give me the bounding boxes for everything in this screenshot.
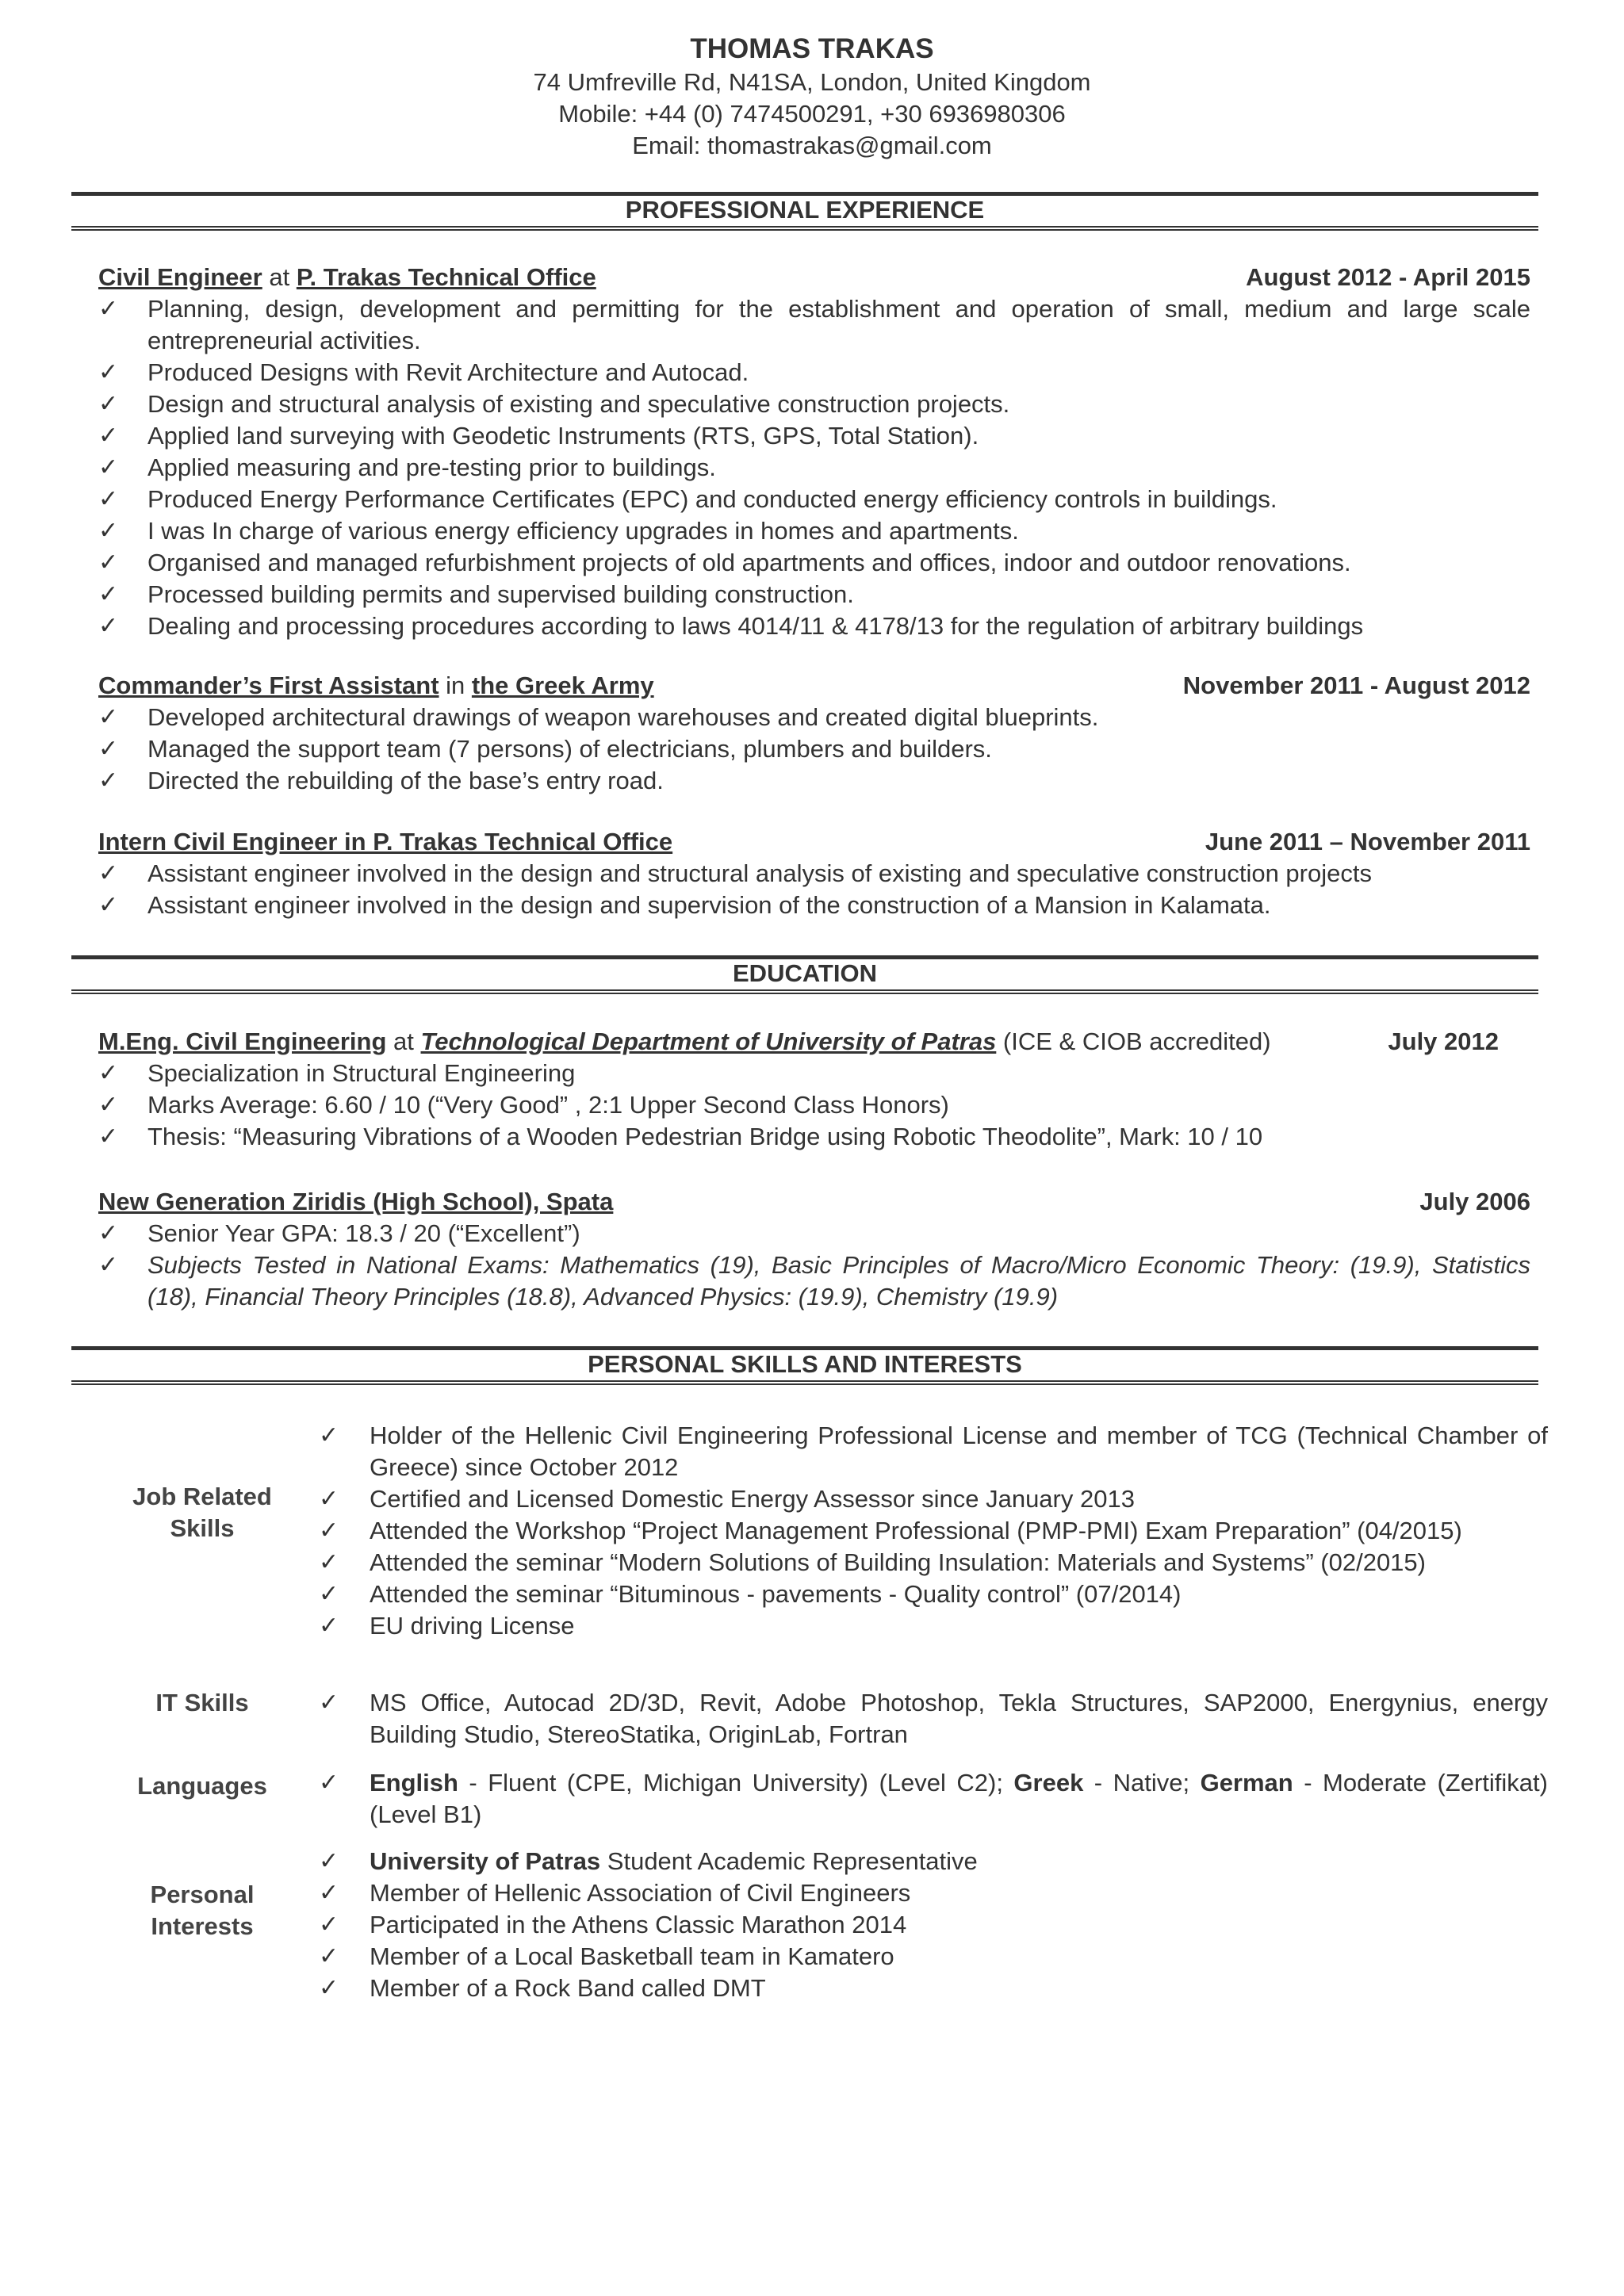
section-title: EDUCATION bbox=[733, 959, 877, 987]
entry-date: August 2012 - April 2015 bbox=[1246, 263, 1530, 291]
check-icon: ✓ bbox=[319, 1581, 339, 1607]
check-icon: ✓ bbox=[98, 296, 119, 322]
check-icon: ✓ bbox=[98, 613, 119, 639]
mobile: Mobile: +44 (0) 7474500291, +30 6936980306 bbox=[558, 100, 1066, 128]
list-item: ✓ Managed the support team (7 persons) of electricians, plumbers and builders. bbox=[98, 733, 1530, 765]
school: Technological Department of University of Patras bbox=[420, 1027, 997, 1055]
list-item: ✓ Applied land surveying with Geodetic Instruments (RTS, GPS, Total Station). bbox=[98, 420, 1530, 452]
check-icon: ✓ bbox=[319, 1975, 339, 2001]
list-item: ✓ Participated in the Athens Classic Marathon 2014 bbox=[319, 1909, 1548, 1941]
check-icon: ✓ bbox=[98, 391, 119, 417]
check-icon: ✓ bbox=[98, 518, 119, 544]
experience-entry bbox=[98, 262, 1530, 642]
list-item: ✓ Member of Hellenic Association of Civil Engineers bbox=[319, 1877, 1548, 1909]
check-icon: ✓ bbox=[98, 454, 119, 480]
bullet-list bbox=[98, 1058, 1530, 1153]
skill-label: IT Skills bbox=[155, 1689, 249, 1716]
check-icon: ✓ bbox=[319, 1549, 339, 1575]
section-header-skills bbox=[71, 1346, 1538, 1380]
check-icon: ✓ bbox=[319, 1422, 339, 1448]
bullet-list bbox=[98, 293, 1530, 642]
list-item: ✓ Design and structural analysis of existing and speculative construction projects. bbox=[98, 388, 1530, 420]
employer: P. Trakas Technical Office bbox=[296, 263, 596, 291]
entry-header bbox=[98, 1186, 1530, 1218]
bullet-list bbox=[319, 1687, 1548, 1751]
skill-label: Languages bbox=[137, 1772, 267, 1800]
skill-label: Job Related Skills bbox=[132, 1483, 272, 1542]
list-item: ✓ Thesis: “Measuring Vibrations of a Wooden Pedestrian Bridge using Robotic Theodolite”, Mark: 10 / 10 bbox=[98, 1121, 1530, 1153]
list-item: ✓ Processed building permits and supervised building construction. bbox=[98, 579, 1530, 610]
section-title: PERSONAL SKILLS AND INTERESTS bbox=[588, 1350, 1022, 1378]
check-icon: ✓ bbox=[98, 1060, 119, 1086]
entry-header: Civil Engineer at P. Trakas Technical Office August 2012 - April 2015 bbox=[98, 262, 1530, 293]
divider bbox=[71, 1380, 1538, 1385]
list-item: ✓ Produced Energy Performance Certificates (EPC) and conducted energy efficiency controls in buildings. bbox=[98, 484, 1530, 515]
bullet-list bbox=[319, 1767, 1548, 1831]
check-icon: ✓ bbox=[98, 581, 119, 607]
check-icon: ✓ bbox=[98, 359, 119, 385]
experience-entry bbox=[98, 670, 1530, 797]
check-icon: ✓ bbox=[98, 767, 119, 794]
check-icon: ✓ bbox=[319, 1848, 339, 1874]
degree: M.Eng. Civil Engineering bbox=[98, 1027, 387, 1055]
job-title: Intern Civil Engineer in P. Trakas Technical Office bbox=[98, 828, 673, 855]
check-icon: ✓ bbox=[98, 423, 119, 449]
check-icon: ✓ bbox=[319, 1689, 339, 1716]
education-entry bbox=[98, 1026, 1530, 1153]
bullet-list bbox=[319, 1846, 1548, 2004]
list-item: ✓ Assistant engineer involved in the design and structural analysis of existing and speculative construction projects bbox=[98, 858, 1530, 890]
divider bbox=[71, 989, 1538, 994]
check-icon: ✓ bbox=[319, 1613, 339, 1639]
list-item: ✓ Senior Year GPA: 18.3 / 20 (“Excellent”) bbox=[98, 1218, 1530, 1249]
section-header-education bbox=[71, 955, 1538, 989]
address: 74 Umfreville Rd, N41SA, London, United Kingdom bbox=[533, 68, 1091, 96]
list-item: ✓ EU driving License bbox=[319, 1610, 1548, 1642]
check-icon: ✓ bbox=[98, 1123, 119, 1150]
list-item: ✓ Developed architectural drawings of weapon warehouses and created digital blueprints. bbox=[98, 702, 1530, 733]
entry-date: November 2011 - August 2012 bbox=[1182, 672, 1530, 699]
job-title: Commander’s First Assistant bbox=[98, 672, 439, 699]
list-item: ✓ Assistant engineer involved in the design and supervision of the construction of a Mansion in Kalamata. bbox=[98, 890, 1530, 921]
list-item: ✓ I was In charge of various energy efficiency upgrades in homes and apartments. bbox=[98, 515, 1530, 547]
check-icon: ✓ bbox=[98, 1252, 119, 1278]
skill-label: Personal Interests bbox=[150, 1881, 255, 1940]
check-icon: ✓ bbox=[98, 1092, 119, 1118]
list-item: ✓ Member of a Rock Band called DMT bbox=[319, 1973, 1548, 2004]
list-item: ✓ Member of a Local Basketball team in Kamatero bbox=[319, 1941, 1548, 1973]
check-icon: ✓ bbox=[319, 1943, 339, 1969]
entry-date: June 2011 – November 2011 bbox=[1205, 828, 1530, 855]
list-item: ✓ Directed the rebuilding of the base’s entry road. bbox=[98, 765, 1530, 797]
bullet-list bbox=[319, 1420, 1548, 1642]
list-item: ✓ English - Fluent (CPE, Michigan University) (Level C2); Greek - Native; German - Moderate (Zertifikat) (Level B1) bbox=[319, 1769, 1548, 1828]
check-icon: ✓ bbox=[98, 1220, 119, 1246]
list-item: ✓ Dealing and processing procedures according to laws 4014/11 & 4178/13 for the regulation of arbitrary buildings bbox=[98, 610, 1530, 642]
entry-date: July 2012 bbox=[1388, 1027, 1499, 1055]
job-title: Civil Engineer bbox=[98, 263, 262, 291]
bullet-list bbox=[98, 1218, 1530, 1313]
bullet-list bbox=[98, 702, 1530, 797]
check-icon: ✓ bbox=[98, 486, 119, 512]
entry-date: July 2006 bbox=[1419, 1188, 1530, 1215]
employer: the Greek Army bbox=[471, 672, 654, 699]
bullet-list bbox=[98, 858, 1530, 921]
list-item: ✓ University of Patras Student Academic Representative bbox=[319, 1846, 1548, 1877]
section-header-experience bbox=[71, 192, 1538, 225]
entry-header: M.Eng. Civil Engineering at Technological Department of University of Patras (ICE & CIOB accredited) July 2012 bbox=[98, 1026, 1530, 1058]
list-item: ✓ Certified and Licensed Domestic Energy Assessor since January 2013 bbox=[319, 1483, 1548, 1515]
list-item: ✓ Applied measuring and pre-testing prior to buildings. bbox=[98, 452, 1530, 484]
check-icon: ✓ bbox=[98, 549, 119, 576]
list-item: ✓ Attended the Workshop “Project Management Professional (PMP-PMI) Exam Preparation” (04/2015) bbox=[319, 1515, 1548, 1547]
list-item: ✓ Subjects Tested in National Exams: Mathematics (19), Basic Principles of Macro/Micro Economic Theory: (19.9), Statistics (18), Financial Theory Principles (18.8), Advanced Physics: (19.9), Chemistry (19.9) bbox=[98, 1251, 1530, 1311]
resume-header bbox=[0, 32, 1624, 162]
experience-entry bbox=[98, 826, 1530, 921]
divider bbox=[71, 226, 1538, 231]
check-icon: ✓ bbox=[319, 1517, 339, 1544]
check-icon: ✓ bbox=[319, 1486, 339, 1512]
check-icon: ✓ bbox=[98, 704, 119, 730]
check-icon: ✓ bbox=[319, 1770, 339, 1796]
check-icon: ✓ bbox=[98, 892, 119, 918]
list-item: ✓ Planning, design, development and permitting for the establishment and operation of small, medium and large scale entrepreneurial activities. bbox=[98, 295, 1530, 354]
list-item: ✓ MS Office, Autocad 2D/3D, Revit, Adobe Photoshop, Tekla Structures, SAP2000, Energynius, energy Building Studio, StereoStatika, OriginLab, Fortran bbox=[319, 1689, 1548, 1748]
entry-header bbox=[98, 826, 1530, 858]
list-item: ✓ Holder of the Hellenic Civil Engineering Professional License and member of TCG (Technical Chamber of Greece) since October 2012 bbox=[319, 1422, 1548, 1481]
email: Email: thomastrakas@gmail.com bbox=[632, 132, 992, 159]
list-item: ✓ Specialization in Structural Engineering bbox=[98, 1058, 1530, 1089]
candidate-name: THOMAS TRAKAS bbox=[690, 33, 934, 64]
section-title: PROFESSIONAL EXPERIENCE bbox=[625, 196, 985, 224]
list-item: ✓ Produced Designs with Revit Architecture and Autocad. bbox=[98, 357, 1530, 388]
check-icon: ✓ bbox=[98, 860, 119, 886]
check-icon: ✓ bbox=[98, 736, 119, 762]
list-item: ✓ Organised and managed refurbishment projects of old apartments and offices, indoor and outdoor renovations. bbox=[98, 547, 1530, 579]
check-icon: ✓ bbox=[319, 1911, 339, 1938]
list-item: ✓ Marks Average: 6.60 / 10 (“Very Good” , 2:1 Upper Second Class Honors) bbox=[98, 1089, 1530, 1121]
list-item: ✓ Attended the seminar “Modern Solutions of Building Insulation: Materials and Systems” (02/2015) bbox=[319, 1547, 1548, 1578]
school: New Generation Ziridis (High School), Spata bbox=[98, 1188, 614, 1215]
check-icon: ✓ bbox=[319, 1880, 339, 1906]
entry-header: Commander’s First Assistant in the Greek Army November 2011 - August 2012 bbox=[98, 670, 1530, 702]
education-entry bbox=[98, 1186, 1530, 1313]
list-item: ✓ Attended the seminar “Bituminous - pavements - Quality control” (07/2014) bbox=[319, 1578, 1548, 1610]
